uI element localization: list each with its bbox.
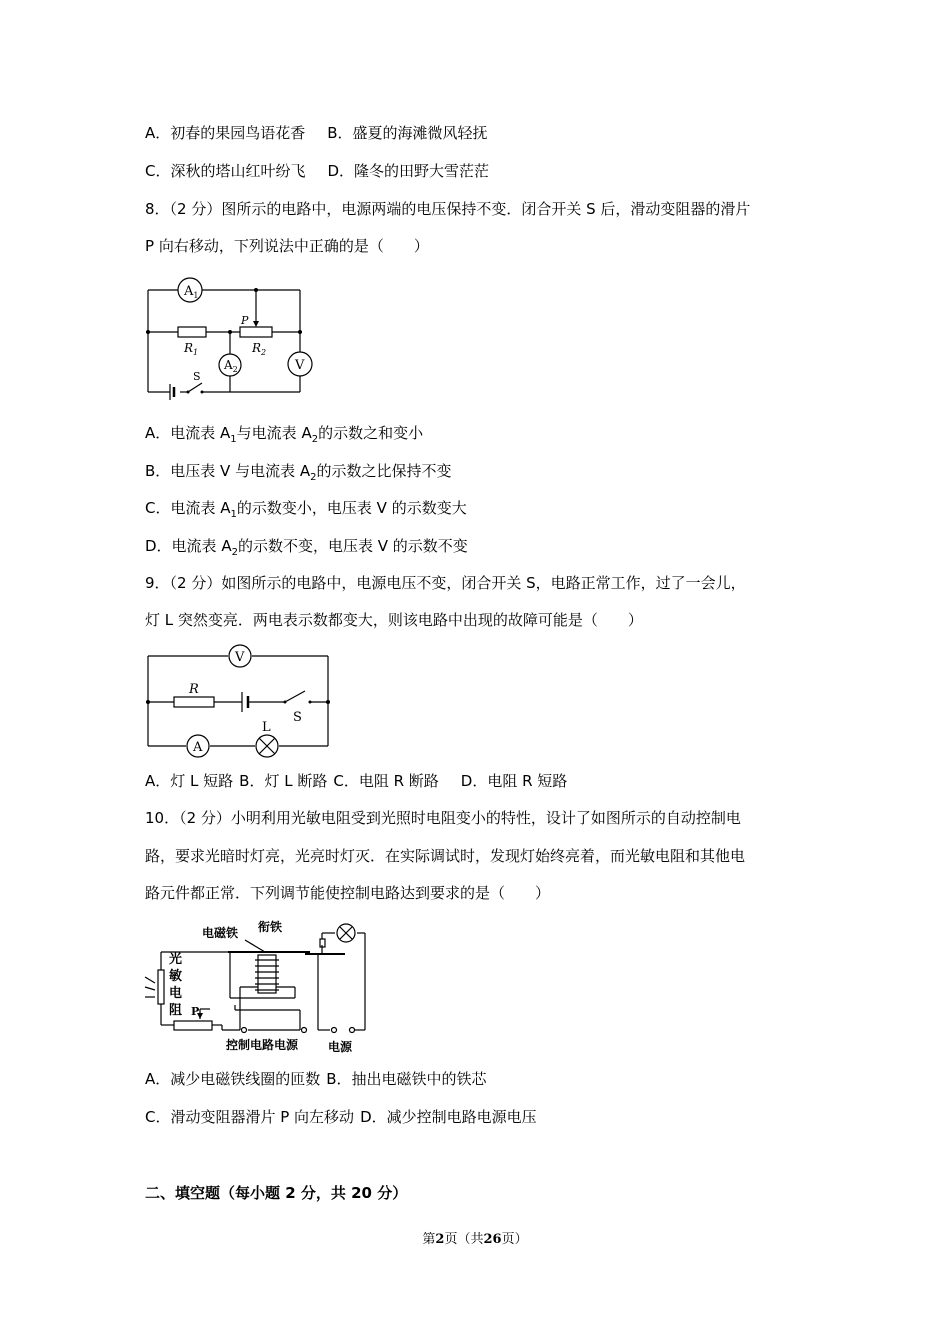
svg-text:V: V xyxy=(235,650,245,665)
q9-label-l: L xyxy=(262,720,271,735)
q8-stem-line1: 8．（2 分）图所示的电路中，电源两端的电压保持不变．闭合开关 S 后，滑动变阻器的滑片 xyxy=(145,200,751,218)
q7-option-a: A．初春的果园鸟语花香 xyxy=(145,124,306,142)
q8-option-c: C．电流表 $A_1$的示数变小，电压表 V 的示数变大 xyxy=(145,499,467,520)
q10-stem-line3: 路元件都正常．下列调节能使控制电路达到要求的是（ ） xyxy=(145,884,551,902)
q8-label-p: P xyxy=(241,314,249,327)
q8-voltmeter xyxy=(288,352,312,376)
section-2-title: 二、填空题（每小题 2 分，共 20 分） xyxy=(145,1184,408,1202)
page-footer: 第2页（共26页） xyxy=(422,1232,528,1247)
q10-stem-line1: 10．（2 分）小明利用光敏电阻受到光照时电阻变小的特性，设计了如图所示的自动控制电 xyxy=(145,809,741,827)
q10-option-c: C．滑动变阻器滑片 P 向左移动 xyxy=(145,1108,355,1126)
q9-option-c: C．电阻 R 断路 xyxy=(333,772,439,790)
svg-text:A1: $A_1$ xyxy=(184,284,199,300)
q7-option-d: D．隆冬的田野大雪茫茫 xyxy=(327,162,490,180)
svg-text:A2: $A_2$ xyxy=(224,358,238,374)
q10-label-photoresistor xyxy=(169,951,182,1018)
q10-label-armature: 衔铁 xyxy=(258,920,283,934)
q9-ammeter xyxy=(187,735,209,757)
q9-options xyxy=(145,771,567,791)
q8-option-a: A．电流表 $A_1$与电流表 $A_2$的示数之和变小 xyxy=(145,424,424,445)
q10-option-a: A．减少电磁铁线圈的匝数 xyxy=(145,1070,321,1088)
q10-lamp xyxy=(337,924,355,942)
q8-label-r2: $R_2$ xyxy=(252,341,267,357)
q7-options-row1 xyxy=(145,123,488,143)
q9-circuit-diagram xyxy=(140,642,335,757)
q7-options-row2 xyxy=(145,161,489,181)
q10-label-power: 电源 xyxy=(328,1040,353,1054)
q9-option-d: D．电阻 R 短路 xyxy=(460,772,568,790)
q8-label-s: S xyxy=(193,370,201,383)
q10-option-d: D．减少控制电路电源电压 xyxy=(360,1108,537,1126)
q10-options-row2 xyxy=(145,1107,537,1127)
q10-label-p: P xyxy=(191,1005,200,1018)
q8-label-r1: $R_1$ xyxy=(184,341,199,357)
q8-ammeter-a2 xyxy=(219,354,241,376)
q9-option-b: B．灯 L 断路 xyxy=(239,772,328,790)
page-total: 26 xyxy=(483,1232,502,1247)
q8-ammeter-a1 xyxy=(178,278,202,302)
q9-label-s: S xyxy=(293,710,302,725)
q9-label-r: R xyxy=(189,682,199,697)
q9-option-a: A．灯 L 短路 xyxy=(145,772,234,790)
q8-circuit-diagram xyxy=(140,272,310,407)
q9-lamp xyxy=(256,735,278,757)
q9-voltmeter xyxy=(229,645,251,667)
svg-text:阻: 阻 xyxy=(169,1003,183,1018)
q7-option-b: B．盛夏的海滩微风轻抚 xyxy=(327,124,488,142)
q10-options-row1 xyxy=(145,1069,487,1089)
q10-label-electromagnet: 电磁铁 xyxy=(202,926,239,940)
svg-text:A: A xyxy=(193,740,203,755)
q8-option-b: B．电压表 V 与电流表 $A_2$的示数之比保持不变 xyxy=(145,462,452,483)
q9-stem-line2: 灯 L 突然变亮．两电表示数都变大，则该电路中出现的故障可能是（ ） xyxy=(145,611,643,629)
svg-text:敏: 敏 xyxy=(169,969,183,984)
q10-control-circuit-diagram xyxy=(140,915,375,1057)
q8-option-d: D．电流表 $A_2$的示数不变，电压表 V 的示数不变 xyxy=(145,537,468,558)
page-number: 2 xyxy=(435,1232,445,1247)
svg-text:电: 电 xyxy=(169,986,183,1001)
q8-stem-line2: P 向右移动，下列说法中正确的是（ ） xyxy=(145,237,429,255)
svg-text:V: V xyxy=(295,358,305,373)
q9-stem-line1: 9．（2 分）如图所示的电路中，电源电压不变，闭合开关 S，电路正常工作，过了一会儿， xyxy=(145,574,746,592)
q10-label-control-power: 控制电路电源 xyxy=(226,1038,299,1052)
q10-option-b: B．抽出电磁铁中的铁芯 xyxy=(326,1070,487,1088)
svg-text:光: 光 xyxy=(169,952,183,967)
q7-option-c: C．深秋的塔山红叶纷飞 xyxy=(145,162,306,180)
q10-stem-line2: 路，要求光暗时灯亮，光亮时灯灭．在实际调试时，发现灯始终亮着，而光敏电阻和其他电 xyxy=(145,847,746,865)
